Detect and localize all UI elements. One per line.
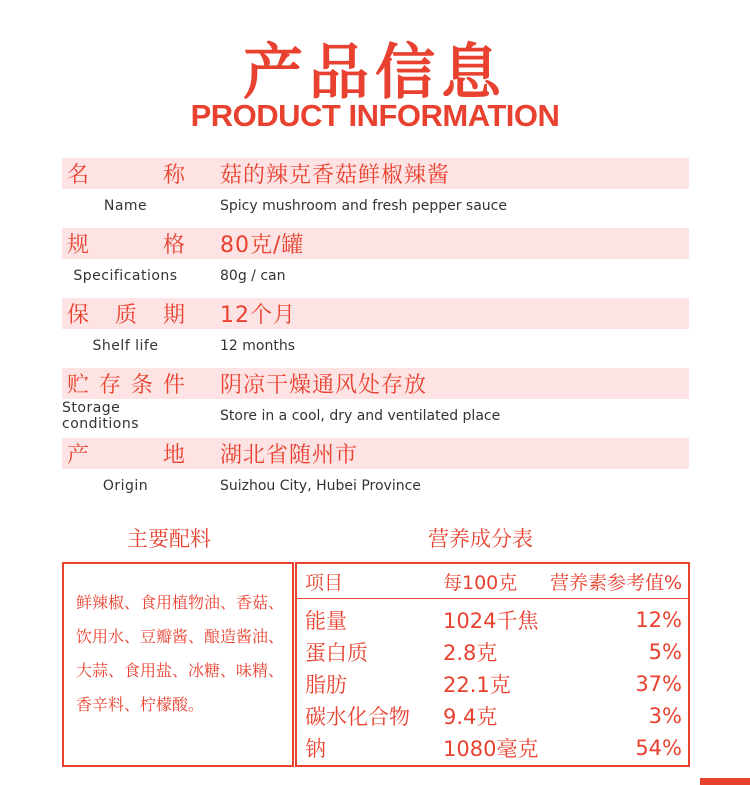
label-en: Origin xyxy=(102,478,149,494)
header-per-100g: 每100克 xyxy=(443,571,518,594)
label-cn xyxy=(67,438,185,469)
label-char: 名 xyxy=(67,163,90,188)
nutrient-name: 脂肪 xyxy=(305,673,347,697)
nutrition-row xyxy=(297,732,688,764)
nutrient-amount: 1024千焦 xyxy=(443,609,539,633)
decorative-corner-bar xyxy=(700,778,750,785)
nutrient-name: 碳水化合物 xyxy=(305,705,410,729)
label-char: 存 xyxy=(98,373,121,398)
info-row-specifications xyxy=(0,228,750,298)
nutrition-row xyxy=(297,700,688,732)
nutrient-nrv: 37% xyxy=(635,672,682,696)
label-en: Specifications xyxy=(73,268,178,284)
nutrient-nrv: 5% xyxy=(648,640,682,664)
label-char: 称 xyxy=(162,163,185,188)
value-cn: 菇的辣克香菇鲜椒辣酱 xyxy=(220,163,451,188)
ingredients-title: 主要配料 xyxy=(127,527,211,551)
nutrition-title: 营养成分表 xyxy=(428,527,533,551)
label-char: 期 xyxy=(162,303,185,328)
label-char: 质 xyxy=(114,303,137,328)
label-char: 条 xyxy=(130,373,153,398)
info-row-name xyxy=(0,158,750,228)
value-cn: 湖北省随州市 xyxy=(220,443,359,468)
nutrition-table xyxy=(295,562,690,767)
info-row-origin xyxy=(0,438,750,508)
nutrient-nrv: 54% xyxy=(635,736,682,760)
label-cn xyxy=(67,158,185,189)
label-cn xyxy=(67,228,185,259)
label-en: Storage conditions xyxy=(62,400,140,432)
nutrition-row xyxy=(297,636,688,668)
value-en: Store in a cool, dry and ventilated place xyxy=(220,408,501,424)
value-en: 80g / can xyxy=(220,268,286,284)
value-en: Spicy mushroom and fresh pepper sauce xyxy=(220,198,507,214)
nutrition-row xyxy=(297,668,688,700)
nutrient-name: 蛋白质 xyxy=(305,641,368,665)
value-cn: 阴凉干燥通风处存放 xyxy=(220,373,428,398)
label-en: Name xyxy=(103,198,148,214)
label-en: Shelf life xyxy=(92,338,159,354)
label-cn xyxy=(67,298,185,329)
info-row-shelf-life xyxy=(0,298,750,368)
header-item: 项目 xyxy=(305,571,344,594)
value-cn: 80克/罐 xyxy=(220,233,305,258)
label-char: 贮 xyxy=(67,373,90,398)
label-cn xyxy=(67,368,185,399)
nutrition-row xyxy=(297,604,688,636)
label-char: 件 xyxy=(162,373,185,398)
nutrition-header-row xyxy=(297,564,688,599)
label-char: 产 xyxy=(67,443,90,468)
info-row-storage xyxy=(0,368,750,438)
label-char: 地 xyxy=(162,443,185,468)
nutrient-amount: 1080毫克 xyxy=(443,737,539,761)
ingredients-text: 鲜辣椒、食用植物油、香菇、饮用水、豆瓣酱、酿造酱油、大蒜、食用盐、冰糖、味精、香辛料、柠檬酸。 xyxy=(76,593,285,714)
ingredients-box xyxy=(62,562,294,767)
label-char: 保 xyxy=(67,303,90,328)
label-char: 格 xyxy=(162,233,185,258)
value-en: 12 months xyxy=(220,338,295,354)
nutrient-name: 能量 xyxy=(305,609,347,633)
nutrient-amount: 22.1克 xyxy=(443,673,511,697)
page-title: 产品信息 xyxy=(243,38,507,108)
nutrient-amount: 9.4克 xyxy=(443,705,498,729)
nutrient-amount: 2.8克 xyxy=(443,641,498,665)
value-cn: 12个月 xyxy=(220,303,296,328)
page-subtitle: PRODUCT INFORMATION xyxy=(190,98,560,133)
label-char: 规 xyxy=(67,233,90,258)
nutrient-name: 钠 xyxy=(305,737,326,761)
value-en: Suizhou City, Hubei Province xyxy=(220,478,421,494)
header-nrv: 营养素参考值% xyxy=(549,571,682,594)
nutrient-nrv: 3% xyxy=(648,704,682,728)
nutrient-nrv: 12% xyxy=(635,608,682,632)
